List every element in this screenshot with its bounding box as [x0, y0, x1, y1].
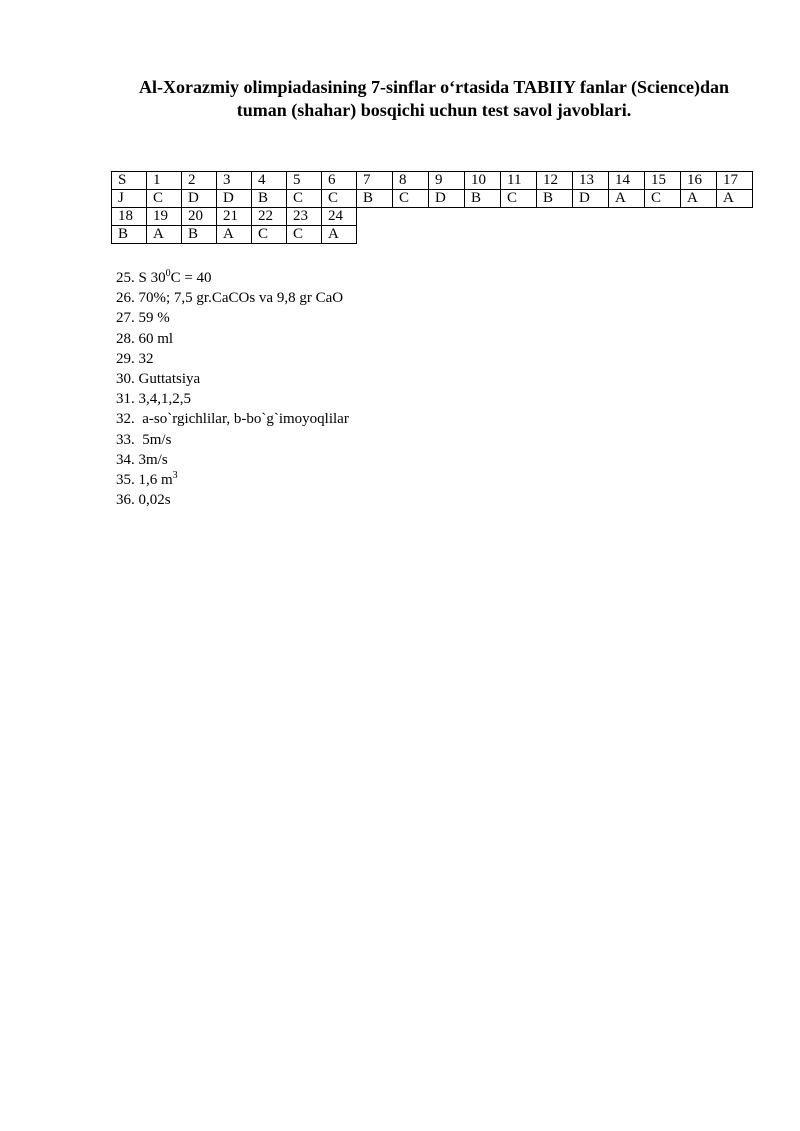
table-row-answers-1 [112, 190, 753, 208]
answer-32: 32. a-so`rgichlilar, b-bo`g`imoyoqlilar [116, 411, 349, 428]
table-cell: C [252, 226, 287, 244]
answer-25-suffix: C = 40 [170, 270, 212, 286]
table-row-questions-1 [112, 172, 753, 190]
table-cell: 16 [681, 172, 717, 190]
answer-33: 33. 5m/s [116, 431, 172, 448]
answer-34: 34. 3m/s [116, 451, 168, 468]
table-cell: 1 [147, 172, 182, 190]
table-cell: B [357, 190, 393, 208]
table-cell: 4 [252, 172, 287, 190]
table-cell: 3 [217, 172, 252, 190]
table-cell: 11 [501, 172, 537, 190]
table-cell: 14 [609, 172, 645, 190]
table-row-answers-2 [112, 226, 753, 244]
answer-29: 29. 32 [116, 350, 154, 367]
table-cell: A [217, 226, 252, 244]
page-title [100, 76, 768, 122]
answer-27: 27. 59 % [116, 310, 170, 327]
table-cell: D [573, 190, 609, 208]
table-cell: 15 [645, 172, 681, 190]
table-empty-space [357, 226, 753, 244]
table-cell: B [252, 190, 287, 208]
table-cell: 10 [465, 172, 501, 190]
table-cell: 23 [287, 208, 322, 226]
answer-31: 31. 3,4,1,2,5 [116, 391, 191, 408]
table-cell: D [182, 190, 217, 208]
table-cell: C [147, 190, 182, 208]
table-cell: S [112, 172, 147, 190]
table-cell: D [217, 190, 252, 208]
table-cell: 6 [322, 172, 357, 190]
table-cell: C [393, 190, 429, 208]
table-cell: B [465, 190, 501, 208]
table-cell: 12 [537, 172, 573, 190]
table-cell: D [429, 190, 465, 208]
answer-25-superscript: 0 [165, 268, 171, 279]
table-cell: C [287, 226, 322, 244]
table-cell: 17 [717, 172, 753, 190]
table-cell: C [645, 190, 681, 208]
answer-25-text: 25. S 30 [116, 270, 166, 286]
table-cell: 22 [252, 208, 287, 226]
table-cell: A [322, 226, 357, 244]
table-cell: B [112, 226, 147, 244]
table-cell: 7 [357, 172, 393, 190]
answer-36: 36. 0,02s [116, 492, 171, 509]
open-answers-list [116, 268, 349, 510]
answer-key-table [111, 171, 753, 244]
table-cell: C [287, 190, 322, 208]
table-cell: B [182, 226, 217, 244]
table-cell: B [537, 190, 573, 208]
table-cell: 5 [287, 172, 322, 190]
table-cell: 2 [182, 172, 217, 190]
table-empty-space [357, 208, 753, 226]
answer-35-superscript: 3 [172, 470, 178, 482]
table-cell: 18 [112, 208, 147, 226]
table-cell: A [681, 190, 717, 208]
table-cell: 13 [573, 172, 609, 190]
table-cell: 9 [429, 172, 465, 190]
answer-26: 26. 70%; 7,5 gr.CaCOs va 9,8 gr CaO [116, 290, 344, 307]
answer-30: 30. Guttatsiya [116, 371, 201, 388]
table-cell: 20 [182, 208, 217, 226]
table-cell: 24 [322, 208, 357, 226]
table-cell: 19 [147, 208, 182, 226]
table-cell: J [112, 190, 147, 208]
table-cell: A [147, 226, 182, 244]
answer-35-text: 35. 1,6 m [116, 472, 173, 489]
answer-25 [116, 268, 349, 288]
title-line-1: Al-Xorazmiy olimpiadasining 7-sinflar o‘rtasida TABIIY fanlar (Science)dan [138, 77, 730, 97]
table-cell: 21 [217, 208, 252, 226]
table-cell: 8 [393, 172, 429, 190]
table-cell: C [501, 190, 537, 208]
table-cell: C [322, 190, 357, 208]
title-line-2: tuman (shahar) bosqichi uchun test savol javoblari. [236, 100, 632, 120]
table-cell: A [717, 190, 753, 208]
answer-28: 28. 60 ml [116, 330, 174, 347]
answer-35 [116, 470, 349, 490]
table-cell: A [609, 190, 645, 208]
table-row-questions-2 [112, 208, 753, 226]
